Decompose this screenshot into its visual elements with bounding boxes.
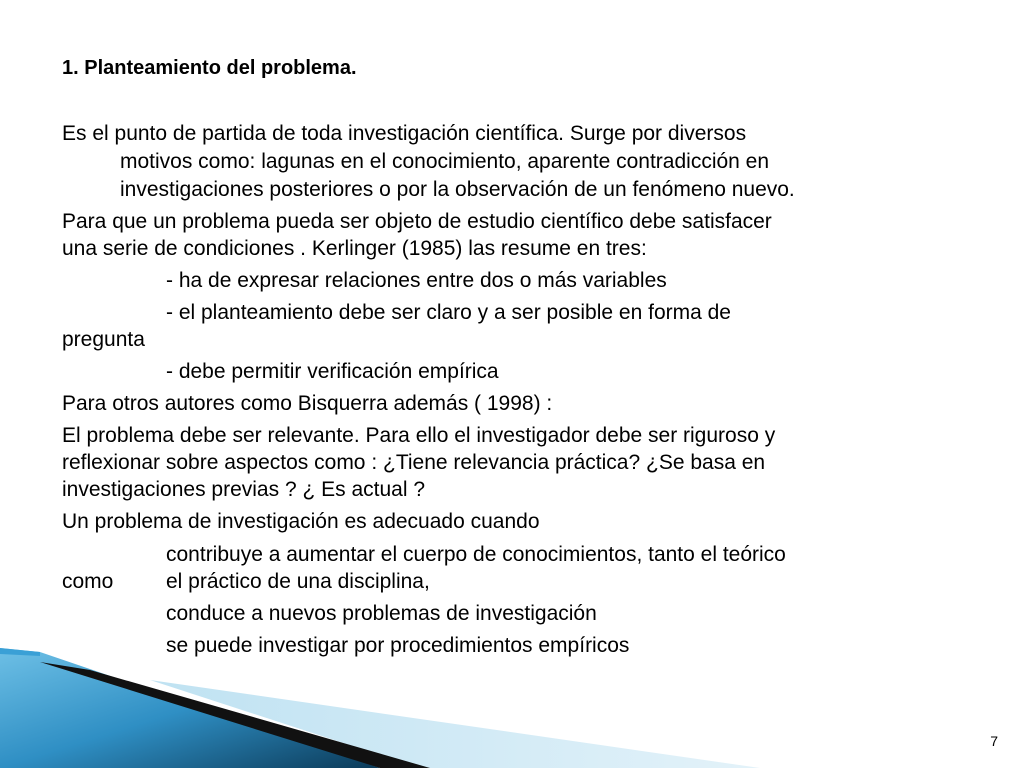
page-number: 7: [990, 733, 998, 749]
condition-item: - debe permitir verificación empírica: [166, 360, 499, 383]
criterion-item: contribuye a aumentar el cuerpo de conocimientos, tanto el teórico: [166, 543, 786, 566]
paragraph-line: Para que un problema pueda ser objeto de estudio científico debe satisfacer: [62, 210, 772, 233]
paragraph-line: reflexionar sobre aspectos como : ¿Tiene relevancia práctica? ¿Se basa en: [62, 451, 766, 474]
paragraph-line: El problema debe ser relevante. Para ello el investigador debe ser riguroso y: [62, 424, 776, 447]
condition-item: - el planteamiento debe ser claro y a ser posible en forma de: [166, 301, 731, 324]
criterion-item: se puede investigar por procedimientos empíricos: [166, 634, 630, 657]
paragraph-line: una serie de condiciones . Kerlinger (1985) las resume en tres:: [62, 237, 647, 260]
paragraph-line: investigaciones posteriores o por la observación de un fenómeno nuevo.: [120, 178, 795, 201]
paragraph-line: Para otros autores como Bisquerra además ( 1998) :: [62, 392, 553, 415]
condition-item: - ha de expresar relaciones entre dos o más variables: [166, 269, 667, 292]
paragraph-line: motivos como: lagunas en el conocimiento, aparente contradicción en: [120, 150, 770, 173]
criterion-item-prefix: como: [62, 570, 114, 593]
decorative-corner-swoosh: [0, 640, 1024, 768]
paragraph-line: Es el punto de partida de toda investigación científica. Surge por diversos: [62, 122, 747, 145]
criterion-item-continuation: el práctico de una disciplina,: [166, 570, 430, 593]
paragraph-line: investigaciones previas ? ¿ Es actual ?: [62, 478, 426, 501]
slide-title: 1. Planteamiento del problema.: [62, 57, 357, 79]
condition-item-continuation: pregunta: [62, 328, 145, 351]
criterion-item: conduce a nuevos problemas de investigación: [166, 602, 597, 625]
paragraph-line: Un problema de investigación es adecuado cuando: [62, 510, 540, 533]
